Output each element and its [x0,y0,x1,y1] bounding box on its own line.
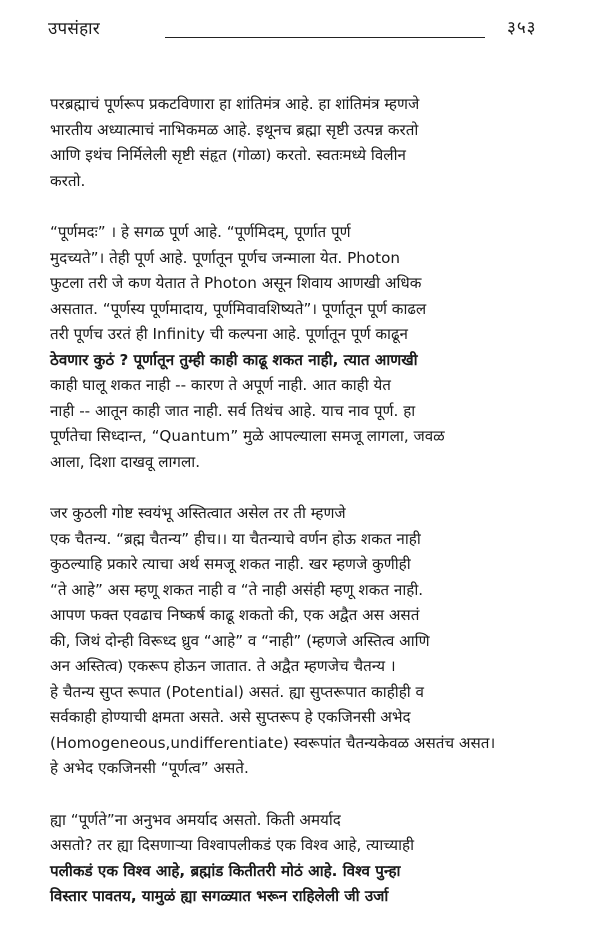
text-line: असतो? तर ह्या दिसणाऱ्या विश्वापलीकडं एक विश्व आहे, त्याच्याही [50,836,415,854]
text-line: नाही -- आतून काही जात नाही. सर्व तिथंच आहे. याच नाव पूर्ण. हा [50,401,416,420]
text-line: विस्तार पावतय, यामुळं ह्या सगळ्यात भरून राहिलेली जी उर्जा [50,887,389,905]
text-line: जर कुठली गोष्ट स्वयंभू अस्तित्वात असेल तर ती म्हणजे [50,504,346,522]
text-line: पूर्णतेचा सिध्दान्त, “Quantum” मुळे आपल्याला समजू लागला, जवळ [50,427,445,445]
running-header [0,0,600,48]
text-line: “ते आहे” अस म्हणू शकत नाही व “ते नाही असंही म्हणू शकत नाही. [50,580,424,599]
header-rule [165,37,485,38]
text-line: हे चैतन्य सुप्त रूपात (Potential) असतं. ह्या सुप्तरूपात काहीही व [50,682,425,701]
text-line: हे अभेद एकजिनसी “पूर्णत्व” असते. [50,759,249,777]
text-line: की, जिथं दोन्ही विरूध्द ध्रुव “आहे” व “नाही” (म्हणजे अस्तित्व आणि [50,631,430,650]
text-line: कुठल्याहि प्रकारे त्याचा अर्थ समजू शकत नाही. खर म्हणजे कुणीही [50,555,411,573]
text-line: फुटला तरी जे कण येतात ते Photon असून शिवाय आणखी अधिक [50,274,422,292]
chapter-title: उपसंहार [48,19,100,39]
text-line: आपण फक्त एवढाच निष्कर्ष काढू शकतो की, एक अद्वैत अस असतं [50,606,420,624]
paragraph [50,501,580,782]
text-line: भारतीय अध्यात्माचं नाभिकमळ आहे. इथूनच ब्रह्मा सृष्टी उत्पन्न करतो [50,120,419,139]
text-line: तरी पूर्णच उरतं ही Infinity ची कल्पना आहे. पूर्णातून पूर्ण काढून [50,325,408,343]
page-number: ३५३ [507,18,537,38]
text-line: आला, दिशा दाखवू लागला. [50,452,201,471]
text-line: (Homogeneous,undifferentiate) स्वरूपांत चैतन्यकेवळ असतंच असत। [50,733,496,752]
text-line: परब्रह्माचं पूर्णरूप प्रकटविणारा हा शांतिमंत्र आहे. हा शांतिमंत्र म्हणजे [50,95,420,113]
text-line: अन अस्तित्व) एकरूप होऊन जातात. ते अद्वैत म्हणजेच चैतन्य । [50,657,396,675]
text-line: आणि इथंच निर्मिलेली सृष्टी संहृत (गोळा) करतो. स्वतःमध्ये विलीन [50,146,406,164]
text-line: ह्या “पूर्णते”ना अनुभव अमर्याद असतो. किती अमर्याद [50,810,341,829]
text-line: असतात. “पूर्णस्य पूर्णमादाय, पूर्णमिवावशिष्यते”। पूर्णातून पूर्ण काढल [50,299,427,318]
paragraph [50,808,580,910]
text-line: पलीकडं एक विश्व आहे, ब्रह्मांड कितीतरी मोठं आहे. विश्व पुन्हा [50,861,401,880]
text-line: काही घालू शकत नाही -- कारण ते अपूर्ण नाही. आत काही येत [50,376,391,394]
text-line: “पूर्णमदः” । हे सगळ पूर्ण आहे. “पूर्णमिदम्, पूर्णात पूर्ण [50,223,351,241]
body-text [50,92,580,936]
paragraph [50,220,580,475]
paragraph [50,92,580,194]
text-line: सर्वकाही होण्याची क्षमता असते. असे सुप्तरूप हे एकजिनसी अभेद [50,708,411,726]
text-line: ठेवणार कुठं ? पूर्णातून तुम्ही काही काढू शकत नाही, त्यात आणखी [50,350,418,369]
text-line: मुदच्यते”। तेही पूर्ण आहे. पूर्णातून पूर्णच जन्माला येत. Photon [50,248,401,267]
text-line: करतो. [50,171,86,190]
text-line: एक चैतन्य. “ब्रह्म चैतन्य” हीच।। या चैतन्याचे वर्णन होऊ शकत नाही [50,529,421,548]
